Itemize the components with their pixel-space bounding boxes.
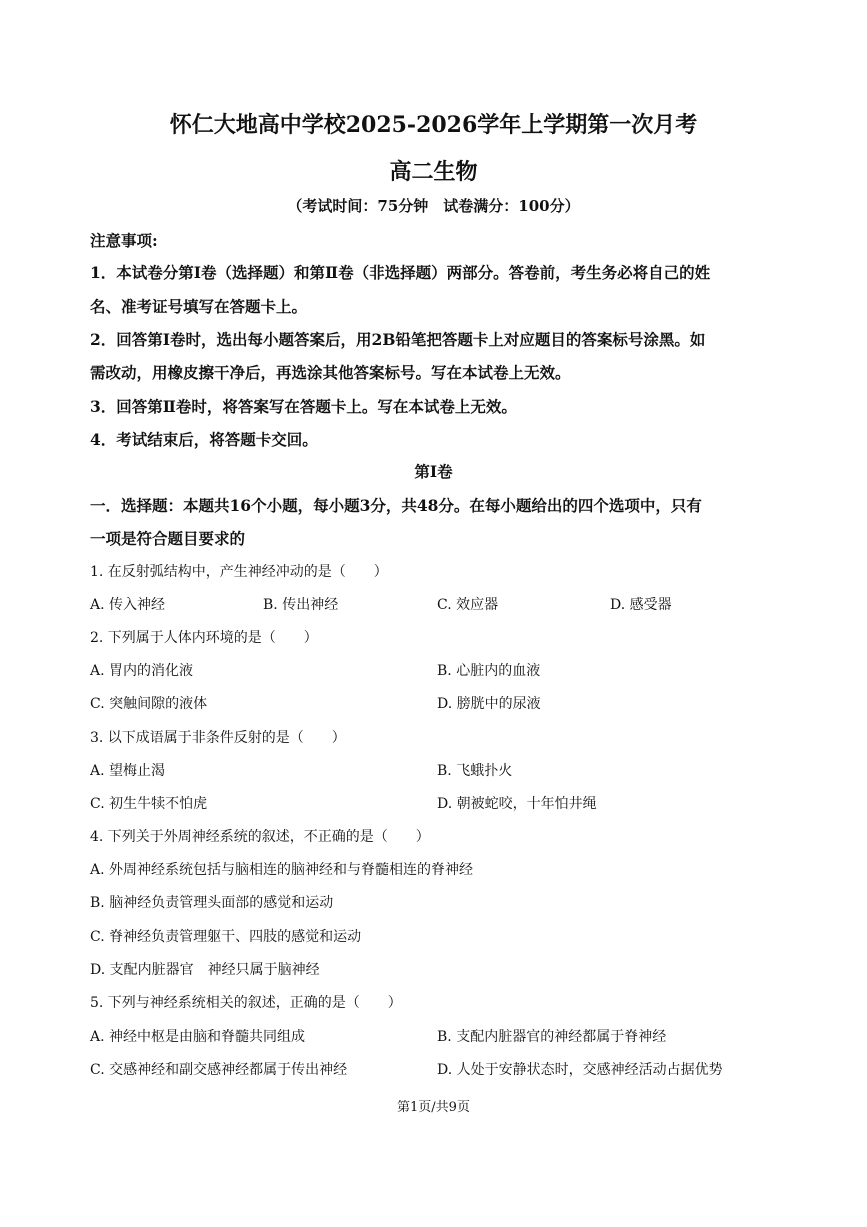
note-line: 名、准考证号填写在答题卡上。 (90, 297, 308, 316)
option-b: B. 支配内脏器官的神经都属于脊神经 (437, 1029, 667, 1045)
option-c: C. 交感神经和副交感神经都属于传出神经 (90, 1062, 348, 1078)
section-instruction: 一．选择题：本题共16个小题，每小题3分，共48分。在每小题给出的四个选项中，只有 (90, 496, 702, 515)
subject-title: 高二生物 (389, 159, 478, 185)
option-b: B. 传出神经 (263, 597, 339, 613)
option-d: D. 膀胱中的尿液 (437, 696, 541, 712)
option-d: D. 人处于安静状态时，交感神经活动占据优势 (437, 1062, 723, 1078)
question-stem: 5. 下列与神经系统相关的叙述，正确的是（ ） (90, 995, 402, 1011)
option-a: A. 传入神经 (90, 597, 166, 613)
option-a: A. 外周神经系统包括与脑相连的脑神经和与脊髓相连的脊神经 (90, 862, 474, 878)
exam-info: （考试时间：75分钟 试卷满分：100分） (287, 197, 580, 215)
option-a: A. 望梅止渴 (90, 763, 166, 779)
option-c: C. 效应器 (437, 597, 499, 613)
exam-title: 怀仁大地高中学校2025-2026学年上学期第一次月考 (169, 112, 698, 138)
question-stem: 4. 下列关于外周神经系统的叙述，不正确的是（ ） (90, 829, 430, 845)
section-instruction: 一项是符合题目要求的 (90, 529, 246, 548)
option-c: C. 突触间隙的液体 (90, 696, 208, 712)
question-stem: 1. 在反射弧结构中，产生神经冲动的是（ ） (90, 564, 388, 580)
section-label: 第Ⅰ卷 (414, 462, 453, 481)
page-number: 第1页/共9页 (397, 1100, 470, 1115)
question-stem: 3. 以下成语属于非条件反射的是（ ） (90, 730, 346, 746)
option-b: B. 脑神经负责管理头面部的感觉和运动 (90, 895, 334, 911)
note-line: 需改动，用橡皮擦干净后，再选涂其他答案标号。写在本试卷上无效。 (90, 363, 571, 382)
option-b: B. 飞蛾扑火 (437, 763, 513, 779)
note-line: 2．回答第Ⅰ卷时，选出每小题答案后，用2B铅笔把答题卡上对应题目的答案标号涂黑。如 (90, 330, 706, 349)
option-d: D. 朝被蛇咬，十年怕井绳 (437, 796, 597, 812)
note-line: 3．回答第Ⅱ卷时，将答案写在答题卡上。写在本试卷上无效。 (90, 397, 517, 416)
option-c: C. 脊神经负责管理躯干、四肢的感觉和运动 (90, 929, 362, 945)
option-a: A. 胃内的消化液 (90, 663, 194, 679)
notes-heading: 注意事项: (90, 231, 158, 250)
note-line: 4．考试结束后，将答题卡交回。 (90, 430, 318, 449)
option-c: C. 初生牛犊不怕虎 (90, 796, 208, 812)
option-d: D. 支配内脏器官 神经只属于脑神经 (90, 962, 320, 978)
question-stem: 2. 下列属于人体内环境的是（ ） (90, 630, 318, 646)
note-line: 1．本试卷分第Ⅰ卷（选择题）和第Ⅱ卷（非选择题）两部分。答卷前，考生务必将自己的姓 (90, 263, 711, 282)
option-a: A. 神经中枢是由脑和脊髓共同组成 (90, 1029, 306, 1045)
option-d: D. 感受器 (610, 597, 672, 613)
option-b: B. 心脏内的血液 (437, 663, 541, 679)
